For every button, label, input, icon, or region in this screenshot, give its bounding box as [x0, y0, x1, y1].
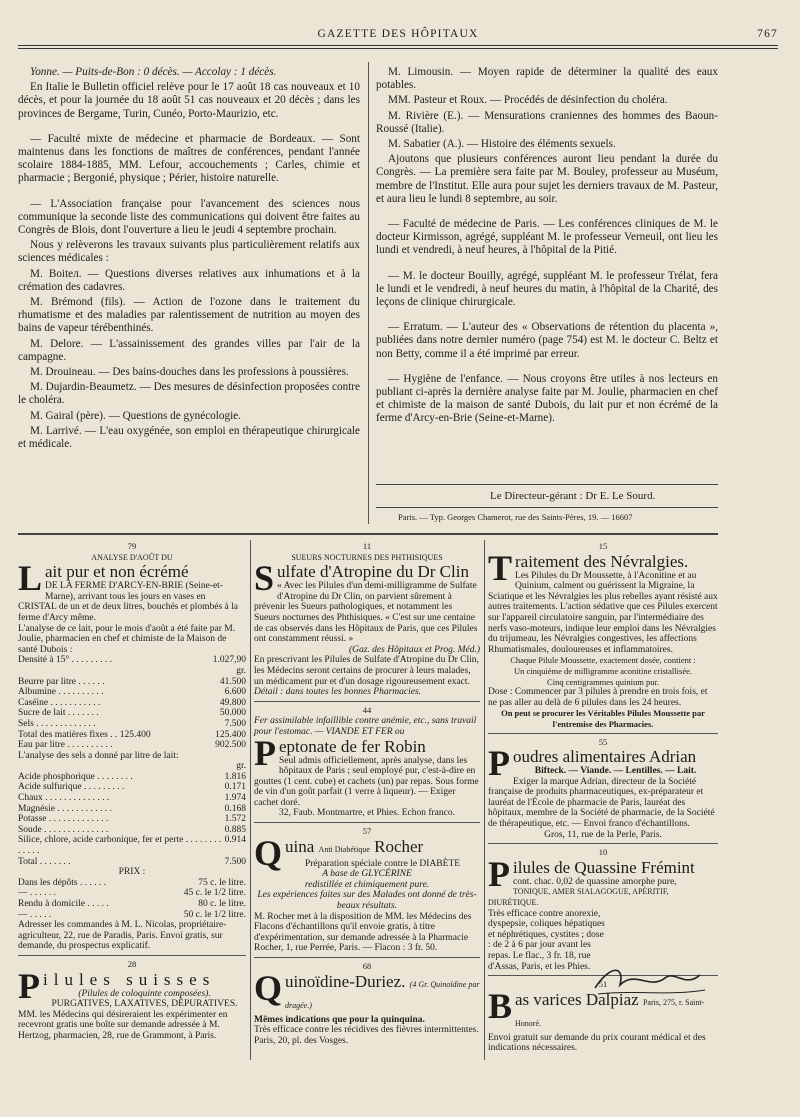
- paragraph: — Erratum. — L'auteur des « Observations de rétention du placenta », publiées dans notre dernier numéro (page 754) est M. le docteur C. Beltz et non Betty, comme il a été imprimé par erreur.: [376, 321, 718, 360]
- paragraph: — Faculté mixte de médecine et pharmacie de Bordeaux. — Sont maintenus dans les fonctions de maîtres de conférences, pendant l'année scolaire 1884-1885, MM. Lefour, accouchements ; Carles, chimie et pharmacie ; Bergonié, physique ; Périer, histoire naturelle.: [18, 132, 360, 185]
- ads-divider-1: [250, 540, 251, 1060]
- paragraph: M. Sabatier (A.). — Histoire des éléments sexuels.: [388, 138, 616, 151]
- ad-text: redistillée et chimiquement pure.: [304, 879, 430, 890]
- ad-text: Un cinquième de milligramme aconitine cristallisée.: [514, 665, 692, 676]
- drop-cap: P: [18, 965, 40, 1006]
- ad-title: raitement des Névralgies.: [515, 551, 689, 571]
- ad-text: L'analyse de ce lait, pour le mois d'août a été faite par M. Joulie, pharmacien en chef et chimiste de la Maison de santé Dubois :: [18, 623, 236, 655]
- ad-title: uina Anti Diabétique Rocher: [285, 836, 424, 856]
- ad-title: ilules suisses: [43, 969, 216, 989]
- ad-text: Seul admis officiellement, après analyse, dans les hôpitaux de Paris ; seul employé pur, c'est-à-dire en gouttes (1 cent. cube) et cachets (un) par repas. Sous forme de vin d'un goût parfait (1 verre à liqueur). — Exiger cachet doré.: [254, 755, 479, 808]
- ad-title: oudres alimentaires Adrian: [513, 747, 697, 767]
- analysis-row: Sels . . . . . . . . . . . . . 7.500: [18, 718, 246, 729]
- ad-title: ilules de Quassine Frémint: [513, 857, 695, 877]
- ad-nevralgies: [488, 547, 718, 730]
- analysis-row: Eau par litre . . . . . . . . . . 902.500: [18, 740, 246, 751]
- analysis-row: Sucre de lait . . . . . . . 50.000: [18, 708, 246, 719]
- ad-address: Gros, 11, rue de la Perle, Paris.: [544, 829, 662, 840]
- ad-text: Cinq centigrammes quinium pur.: [547, 676, 659, 687]
- sels-row: Soude . . . . . . . . . . . . . . 0.885: [18, 824, 246, 835]
- ad-citation: (Gaz. des Hôpitaux et Prog. Méd.): [348, 644, 480, 655]
- ad-text: Envoi gratuit sur demande du prix courant médical et des indications nécessaires.: [488, 1032, 706, 1054]
- fremint-signature: [590, 960, 710, 1000]
- ad-subtitle: (Pilules de coloquinte composées).: [78, 988, 211, 999]
- paragraph: M. Gairal (père). — Questions de gynécologie.: [30, 409, 241, 422]
- ad-column-2: [254, 540, 480, 1046]
- ad-separator: [488, 733, 718, 734]
- ad-text: Très efficace contre les récidives des fièvres intermittentes. Paris, 20, pl. des Vosges.: [254, 1025, 479, 1046]
- paragraph: En Italie le Bulletin officiel relève pour le 17 août 18 cas nouveaux et 10 décès, et pour la journée du 18 août 51 cas nouveaux et 20 décès ; dans les provinces de Bergame, Turin, Cunéo, Porto-Maurizio, etc.: [18, 81, 360, 120]
- ad-text: Dose : Commencer par 3 pilules à prendre en trois fois, et ne pas aller au delà de 6 pilules dans les 24 heures.: [488, 687, 708, 708]
- analysis-row: Total des matières fixes . . 125.400 125.400: [18, 729, 246, 740]
- right-column: [376, 66, 718, 428]
- ad-pilules-suisses: [18, 965, 246, 1042]
- ads-divider-2: [484, 540, 485, 1060]
- ad-atropine: [254, 558, 480, 698]
- drop-cap: T: [488, 547, 513, 588]
- ad-title: as varices Dalpiaz Paris, 275, r. Saint-Honoré.: [515, 989, 705, 1028]
- ad-lait: [18, 558, 246, 952]
- ad-quassine: [488, 853, 718, 972]
- drop-cap: Q: [254, 967, 283, 1008]
- ad-text: Chaque Pilule Moussette, exactement dosée, contient :: [510, 655, 696, 666]
- sels-row: Total . . . . . . . 7.500: [18, 856, 246, 867]
- prix-row: Dans les dépôts . . . . . . 75 c. le litre.: [18, 877, 246, 888]
- journal-title: GAZETTE DES HÔPITAUX: [317, 28, 479, 40]
- sels-row: Acide phosphorique . . . . . . . . 1.816: [18, 771, 246, 782]
- ad-title: ait pur et non écrémé: [45, 562, 189, 582]
- ad-separator: [254, 701, 480, 702]
- ad-column-1: [18, 540, 246, 1042]
- ad-text: DE LA FERME D'ARCY-EN-BRIE (Seine-et-Marne), arrivant tous les jours en vases en CRISTAL de un et de deux litres, bouchés et plombés à la ferme d'Arcy même.: [18, 581, 238, 623]
- paragraph: MM. Pasteur et Roux. — Procédés de désinfection du choléra.: [388, 94, 668, 107]
- ad-number: 55: [598, 736, 608, 747]
- ad-subtitle: SUEURS NOCTURNES DES PHTHISIQUES: [291, 552, 443, 562]
- printer-rule: [376, 507, 718, 508]
- ad-text: cont. chac. 0,02 de quassine amorphe pure,: [513, 876, 677, 887]
- ad-text: Très efficace contre anorexie, dyspepsie, coliques hépatiques et néphrétiques, cystites ; dose : de 2 à 6 par jour avant les repas. Le flac., 3 fr. 18, rue d'Assas, Paris, et les Phies.: [488, 908, 605, 972]
- ad-number: 57: [362, 826, 372, 837]
- page-number: 767: [757, 28, 778, 40]
- drop-cap: P: [488, 853, 510, 894]
- paragraph: M. Dujardin-Beaumetz. — Des mesures de désinfection proposées contre le choléra.: [18, 381, 360, 407]
- ad-address: 32, Faub. Montmartre, et Phies. Echon franco.: [279, 808, 455, 819]
- ad-subtitle: Bifteck. — Viande. — Lentilles. — Lait.: [534, 766, 697, 777]
- ad-text: Les Pilules du Dr Moussette, à l'Aconitine et au Quinium, calment ou guérissent la Migraine, la Sciatique et les Névralgies les plus rebelles ayant résisté aux autres traitements. L'action sédative que ces Pilules exercent sur l'appareil circulatoire sanguin, par l'intermédiaire des nerfs vaso-moteurs, indique leur emploi dans les Névralgies du trijumeau, les Névralgies congestives, les affections Rhumatismales, douloureuses et inflammatoires.: [488, 570, 718, 655]
- ad-number: 51: [598, 979, 608, 990]
- analysis-row: Beurre par litre . . . . . . 41.500: [18, 676, 246, 687]
- director-signature: Le Directeur-gérant : Dr E. Le Sourd.: [490, 490, 656, 502]
- sels-row: Silice, chlore, acide carbonique, fer et perte . . . . . . . . . . . . . 0.914: [18, 835, 246, 857]
- analysis-row: Densité à 15° . . . . . . . . . 1.027,90: [18, 655, 246, 666]
- ad-title: eptonate de fer Robin: [279, 736, 426, 756]
- paragraph: M. Limousin. — Moyen rapide de déterminer la qualité des eaux potables.: [376, 66, 718, 92]
- ad-number: 79: [127, 541, 137, 551]
- paragraph: Nous y relèverons les travaux suivants plus particulièrement relatifs aux sciences médicales :: [18, 239, 360, 265]
- paragraph: M. Boiteл. — Questions diverses relatives aux inhumations et à la crémation des cadavres.: [18, 267, 360, 293]
- analysis-row: Albumine . . . . . . . . . . 6.600: [18, 687, 246, 698]
- ad-separator: [488, 843, 718, 844]
- ad-text: On peut se procurer les Véritables Pilules Moussette par l'entremise des Pharmacies.: [501, 708, 705, 729]
- sels-row: Acide sulfurique . . . . . . . . . 0.171: [18, 782, 246, 793]
- ad-title: ulfate d'Atropine du Dr Clin: [277, 562, 469, 582]
- paragraph: — Faculté de médecine de Paris. — Les conférences cliniques de M. le docteur Kirmisson, agrégé, suppléant M. le professeur Verneuil, ont lieu les lundi et vendredi, à neuf heures, à l'hôpital de la Pitié.: [376, 218, 718, 257]
- ad-poudres-adrian: [488, 743, 718, 840]
- ad-text: A base de GLYCÉRINE: [322, 869, 412, 880]
- ad-quina-rocher: [254, 832, 480, 954]
- ad-peptonate: [254, 716, 480, 819]
- ad-number: 68: [362, 961, 372, 971]
- ad-number: 28: [127, 958, 137, 969]
- paragraph: — L'Association française pour l'avancement des sciences nous communique la seconde liste des communications qui doivent être faites au Congrès de Blois, dont l'ouverture a lieu le jeudi 4 septembre prochain.: [18, 197, 360, 237]
- ad-text: Exiger la marque Adrian, directeur de la Société française de produits pharmaceutiques, ex-préparateur et lauréat de l'École de pharmacie de Paris, lauréat des hôpitaux, membre de la Société de pharmacie, de la Société de thérapeutique, etc. — Envoi franco d'échantillons.: [488, 776, 715, 830]
- ad-separator: [254, 822, 480, 823]
- ad-number: 10: [598, 847, 608, 858]
- ad-separator: [18, 955, 246, 956]
- ad-dalpiaz: [488, 985, 718, 1054]
- paragraph: Ajoutons que plusieurs conférences auront lieu pendant la durée du Congrès. — La première sera faite par M. Bouley, professeur au Muséum, membre de l'Institut. Elle aura pour sujet les derniers travaux de M. Pasteur, et aura lieu le lundi 8 septembre, au soir.: [376, 153, 718, 205]
- ad-subtitle: ANALYSE D'AOÛT DU: [91, 552, 173, 562]
- sels-title: L'analyse des sels a donné par litre de lait:: [18, 750, 179, 761]
- drop-cap: L: [18, 558, 43, 599]
- drop-cap: P: [254, 732, 276, 773]
- paragraph: M. Delore. — L'assainissement des grandes villes par l'air de la campagne.: [18, 337, 360, 363]
- prix-row: — . . . . . 50 c. le 1/2 litre.: [18, 909, 246, 920]
- ad-number: 44: [362, 704, 372, 715]
- paragraph: — Hygiène de l'enfance. — Nous croyons être utiles à nos lecteurs en publiant ci-après la dernière analyse faite par M. Joulie, pharmacien en chef et chimiste de la maison de santé Dubois, du lait pur et non écrémé de la ferme d'Arcy-en-Brie (Seine-et-Marne).: [376, 372, 718, 425]
- ad-text: MM. les Médecins qui désireraient les expérimenter en recevront gratis une boîte sur demande adressée à M. Hertzog, pharmacien, 28, rue de Grammont, à Paris.: [18, 1009, 228, 1041]
- ad-text: PURGATIVES, LAXATIVES, DÉPURATIVES.: [51, 999, 238, 1010]
- paragraph: Yonne. — Puits-de-Bon : 0 décès. — Accolay : 1 décès.: [30, 66, 277, 78]
- column-divider: [368, 62, 369, 524]
- left-column: [18, 66, 360, 453]
- ad-number: 11: [362, 541, 372, 551]
- paragraph: M. Drouineau. — Des bains-douches dans les professions à poussières.: [30, 366, 349, 379]
- sels-row: Chaux . . . . . . . . . . . . . . 1.974: [18, 793, 246, 804]
- ad-footer: Adresser les commandes à M. L. Nicolas, propriétaire-agriculteur, 22, rue de Paradis, Paris. Envoi gratis, sur demande, du prospectus explicatif.: [18, 920, 227, 952]
- ad-number: 15: [598, 541, 608, 551]
- page-header: [18, 28, 778, 42]
- drop-cap: P: [488, 743, 510, 784]
- ad-text: Fer assimilable infaillible contre anémie, etc., sans travail pour l'estomac. — VIANDE ET FER ou: [254, 716, 477, 737]
- printer-line: Paris. — Typ. Georges Chamerot, rue des Saints-Pères, 19. — 16607: [398, 512, 633, 522]
- ad-text: « Avec les Pilules d'un demi-milligramme de Sulfate d'Atropine du Dr Clin, on parvient sûrement à prévenir les Sueurs pathologiques, et notamment les Sueurs nocturnes des Phthisiques. « C'est sur une centaine de cas observés dans les Hôpitaux de Paris, que ces Pilules ont constamment réussi. »: [254, 581, 478, 645]
- sels-row: Potasse . . . . . . . . . . . . . 1.572: [18, 814, 246, 825]
- ad-text: Les expériences faites sur des Malades ont donné de très-beaux résultats.: [257, 890, 477, 912]
- ad-text: M. Rocher met à la disposition de MM. les Médecins des Flacons d'échantillons qu'il envoie gratis, à titre d'expérimentation, sur demande adressée à la Pharmacie Rocher, 1, rue Perrée, Paris. — Flacon : 3 fr. 50.: [254, 911, 472, 954]
- sels-row: Magnésie . . . . . . . . . . . . 0.168: [18, 803, 246, 814]
- ad-detail: Détail : dans toutes les bonnes Pharmacies.: [254, 687, 422, 698]
- sels-row: gr.: [236, 761, 246, 772]
- signature-rule: [376, 484, 718, 485]
- drop-cap: B: [488, 985, 513, 1026]
- ad-text: Préparation spéciale contre le DIABÈTE: [304, 858, 461, 869]
- ad-text: TONIQUE, AMER SIALAGOGUE, APÉRITIF, DIURÉTIQUE.: [488, 887, 669, 908]
- ad-title: uinoïdine-Duriez. (4 Gr. Quinoïdine par dragée.): [285, 971, 480, 1010]
- drop-cap: Q: [254, 832, 283, 873]
- prix-title: PRIX :: [118, 867, 146, 878]
- analysis-row: Caséine . . . . . . . . . . . 49.800: [18, 697, 246, 708]
- prix-row: — . . . . . . 45 c. le 1/2 litre.: [18, 888, 246, 899]
- paragraph: M. Brémond (fils). — Action de l'ozone dans le traitement du rhumatisme et des maladies par ralentissement de nutrition au moyen des bains de vapeur térébenthinés.: [18, 296, 360, 335]
- analysis-row: gr.: [236, 665, 246, 676]
- drop-cap: S: [254, 558, 275, 599]
- ad-separator: [254, 957, 480, 958]
- prix-row: Rendu à domicile . . . . . 80 c. le litre.: [18, 899, 246, 909]
- ad-text: Mêmes indications que pour la quinquina.: [254, 1014, 425, 1025]
- header-rule: [18, 45, 778, 49]
- paragraph: M. Rivière (E.). — Mensurations craniennes des hommes des Baoun-Roussé (Italie).: [376, 109, 718, 135]
- paragraph: — M. le docteur Bouilly, agrégé, suppléant M. le professeur Trélat, fera le lundi et le vendredi, à neuf heures du matin, à l'hôpital de la Charité, des leçons de clinique chirurgicale.: [376, 269, 718, 309]
- ads-top-rule: [18, 533, 718, 535]
- paragraph: M. Larrivé. — L'eau oxygénée, son emploi en thérapeutique chirurgicale et médicale.: [18, 424, 360, 451]
- ad-quinoidine: [254, 967, 480, 1047]
- ad-text: En prescrivant les Pilules de Sulfate d'Atropine du Dr Clin, les Médecins seront certains de procurer à leurs malades, un médicament pur et d'un dosage rigoureusement exact.: [254, 655, 479, 687]
